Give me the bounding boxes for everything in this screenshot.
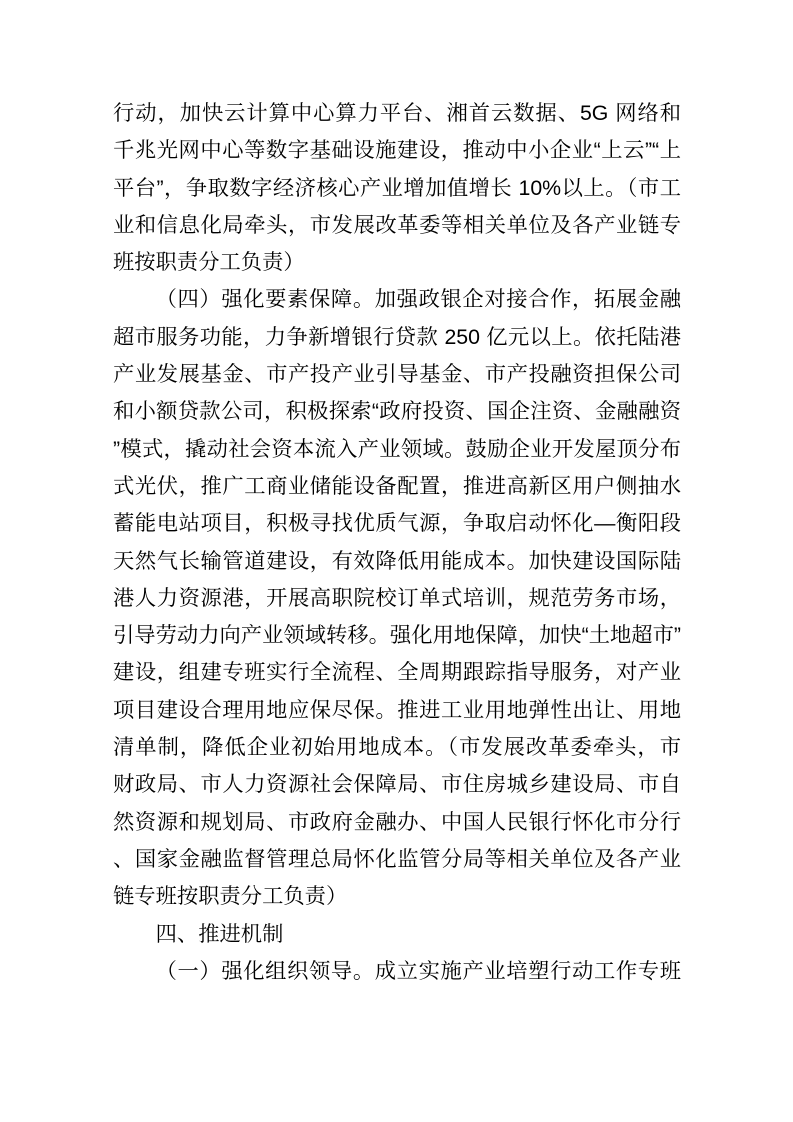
- text-line: ”模式，撬动社会资本流入产业领域。鼓励企业开发屋顶分布: [113, 436, 681, 461]
- text-line: 清单制，降低企业初始用地成本。（市发展改革委牵头，市: [113, 735, 681, 760]
- text-line: 、国家金融监督管理总局怀化监管分局等相关单位及各产业: [113, 846, 681, 871]
- text-line: 建设，组建专班实行全流程、全周期跟踪指导服务，对产业: [113, 660, 681, 685]
- text-line: 链专班按职责分工负责）: [113, 884, 348, 909]
- paragraph-section-four: [113, 281, 681, 915]
- text-line: 港人力资源港，开展高职院校订单式培训，规范劳务市场，: [113, 585, 681, 610]
- text-line: 和小额贷款公司，积极探索“政府投资、国企注资、金融融资: [113, 399, 681, 424]
- paragraph-item-one: [113, 953, 681, 990]
- text-line: 项目建设合理用地应保尽保。推进工业用地弹性出让、用地: [113, 697, 681, 722]
- text-line: 平台”，争取数字经济核心产业增加值增长 10%以上。（市工: [113, 175, 681, 200]
- text-line: 然资源和规划局、市政府金融办、中国人民银行怀化市分行: [113, 809, 681, 834]
- text-line: 千兆光网中心等数字基础设施建设，推动中小企业“上云”“上: [113, 138, 681, 163]
- text-line: 式光伏，推广工商业储能设备配置，推进高新区用户侧抽水: [113, 473, 681, 498]
- text-line: 天然气长输管道建设，有效降低用能成本。加快建设国际陆: [113, 548, 681, 573]
- section-heading: 四、推进机制: [155, 921, 284, 946]
- text-line: （四）强化要素保障。加强政银企对接合作，拓展金融: [155, 287, 681, 312]
- text-line: 引导劳动力向产业领域转移。强化用地保障，加快“土地超市”: [113, 623, 681, 648]
- paragraph-heading: [113, 916, 681, 953]
- text-line: 班按职责分工负责）: [113, 250, 305, 275]
- text-line: 业和信息化局牵头，市发展改革委等相关单位及各产业链专: [113, 212, 681, 237]
- text-line: 财政局、市人力资源社会保障局、市住房城乡建设局、市自: [113, 772, 681, 797]
- text-line: （一）强化组织领导。成立实施产业培塑行动工作专班: [155, 958, 681, 983]
- text-line: 超市服务功能，力争新增银行贷款 250 亿元以上。依托陆港: [113, 324, 681, 349]
- document-body: [113, 95, 681, 990]
- paragraph-continuation: [113, 95, 681, 281]
- text-line: 行动，加快云计算中心算力平台、湘首云数据、5G 网络和: [113, 101, 681, 125]
- text-line: 产业发展基金、市产投产业引导基金、市产投融资担保公司: [113, 362, 681, 387]
- text-line: 蓄能电站项目，积极寻找优质气源，争取启动怀化—衡阳段: [113, 511, 681, 536]
